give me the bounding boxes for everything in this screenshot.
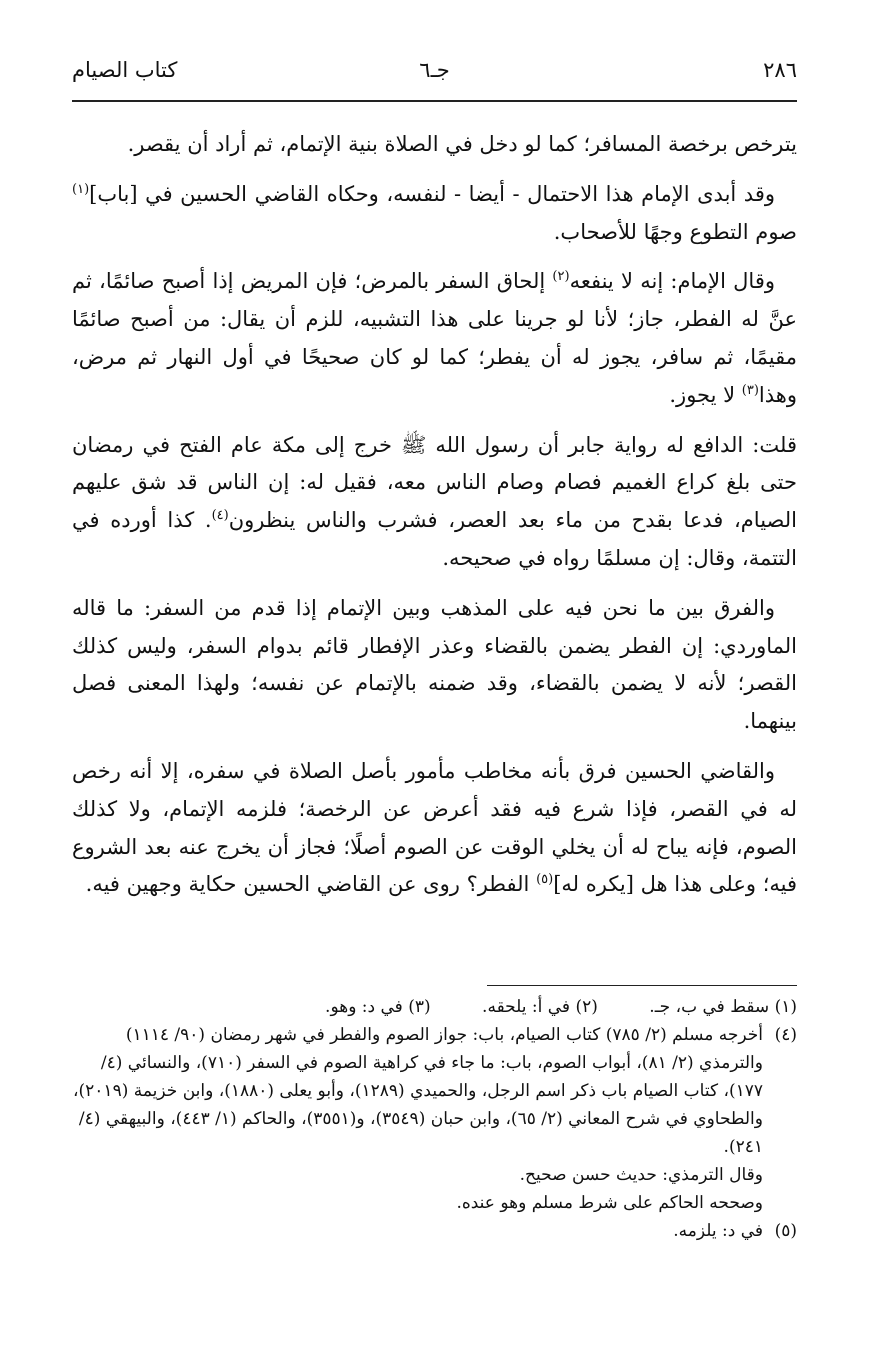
footnote-4	[72, 1021, 797, 1161]
footnotes-1-3	[72, 993, 797, 1021]
paragraph-3: وقال الإمام: إنه لا ينفعه$^{(٢)}$ إلحاق السفر بالمرض؛ فإن المريض إذا أصبح صائمًا، ثم عنَّ له الفطر، جاز؛ لأنا لو جرينا على هذا التشبيه، للزم أن يقال: من أصبح صائمًا مقيمًا، ثم سافر، يجوز له أن يفطر؛ كما لو كان صحيحًا في أول النهار ثم مرض، وهذا$^{(٣)}$ لا يجوز.	[72, 269, 797, 407]
running-header	[72, 58, 797, 102]
footnote-2: (٢) في أ: يلحقه.	[482, 997, 598, 1017]
footnote-4-note-1: وقال الترمذي: حديث حسن صحيح.	[519, 1165, 763, 1185]
paragraph-6: والقاضي الحسين فرق بأنه مخاطب مأمور بأصل الصلاة في سفره، إلا أنه رخص له في القصر، فإذا شرع فيه فقد أعرض عن الرخصة؛ فلزمه الإتمام، ولا كذلك الصوم، فإنه يباح له أن يخلي الوقت عن الصوم أصلًا؛ فجاز أن يخرج عنه بعد الشروع فيه؛ وعلى هذا هل [يكره له]$^{(٥)}$ الفطر؟ روى عن القاضي الحسين حكاية وجهين فيه.	[72, 758, 797, 897]
footnote-rule	[487, 985, 797, 986]
paragraph-2: وقد أبدى الإمام هذا الاحتمال - أيضا - لنفسه، وحكاه القاضي الحسين في [باب]$^{(١)}$ صوم التطوع وجهًا للأصحاب.	[72, 181, 797, 244]
footnote-3: (٣) في د: وهو.	[325, 997, 431, 1017]
footnote-4-note-2: وصححه الحاكم على شرط مسلم وهو عنده.	[456, 1193, 763, 1213]
volume-label: جـ٦	[419, 58, 450, 82]
footnote-ref-4[interactable]: (٤)	[211, 508, 229, 524]
footnote-ref-2[interactable]: (٢)	[552, 269, 570, 285]
header-rule	[72, 100, 797, 102]
footnote-4-number: (٤)	[774, 1025, 797, 1045]
paragraph-1: يترخص برخصة المسافر؛ كما لو دخل في الصلاة بنية الإتمام، ثم أراد أن يقصر.	[127, 132, 797, 156]
main-text	[72, 126, 797, 916]
paragraph-5: والفرق بين ما نحن فيه على المذهب وبين الإتمام إذا قدم من السفر: ما قاله الماوردي: إن الفطر يضمن بالقضاء وعذر الإفطار قائم بدوام السفر، وليس كذلك القصر؛ لأنه لا يضمن بالقضاء، وقد ضمنه بالإتمام عن نفسه؛ ولهذا المعنى فصل بينهما.	[72, 595, 797, 734]
footnote-5-text: في د: يلزمه.	[673, 1221, 763, 1241]
footnote-ref-3[interactable]: (٣)	[741, 382, 759, 398]
footnote-ref-1[interactable]: (١)	[72, 181, 90, 197]
page-number: ٢٨٦	[763, 58, 797, 82]
footnote-5	[72, 1217, 797, 1245]
footnote-4-text: أخرجه مسلم (٢/ ٧٨٥) كتاب الصيام، باب: جواز الصوم والفطر في شهر رمضان (٩٠/ ١١١٤) والترمذي (٢/ ٨١)، أبواب الصوم، باب: ما جاء في كراهية الصوم في السفر (٧١٠)، والنسائي (٤/ ١٧٧)، كتاب الصيام باب ذكر اسم الرجل، والحميدي (١٢٨٩)، وأبو يعلى (١٨٨٠)، وابن خزيمة (٢٠١٩)، والطحاوي في شرح المعاني (٢/ ٦٥)، وابن حبان (٣٥٤٩)، و(٣٥٥١)، والحاكم (١/ ٤٤٣)، والبيهقي (٤/ ٢٤١).	[73, 1025, 763, 1157]
paragraph-4: قلت: الدافع له رواية جابر أن رسول الله ﷺ خرج إلى مكة عام الفتح في رمضان حتى بلغ كراع الغميم فصام وصام الناس معه، فقيل له: إن الناس قد شق عليهم الصيام، فدعا بقدح من ماء بعد العصر، فشرب والناس ينظرون$^{(٤)}$. كذا أورده في التتمة، وقال: إن مسلمًا رواه في صحيحه.	[72, 432, 797, 570]
footnote-ref-5[interactable]: (٥)	[536, 872, 554, 888]
footnotes	[72, 993, 797, 1245]
footnote-1: (١) سقط في ب، جـ.	[649, 997, 797, 1017]
footnote-5-number: (٥)	[774, 1221, 797, 1241]
book-title: كتاب الصيام	[72, 58, 178, 82]
